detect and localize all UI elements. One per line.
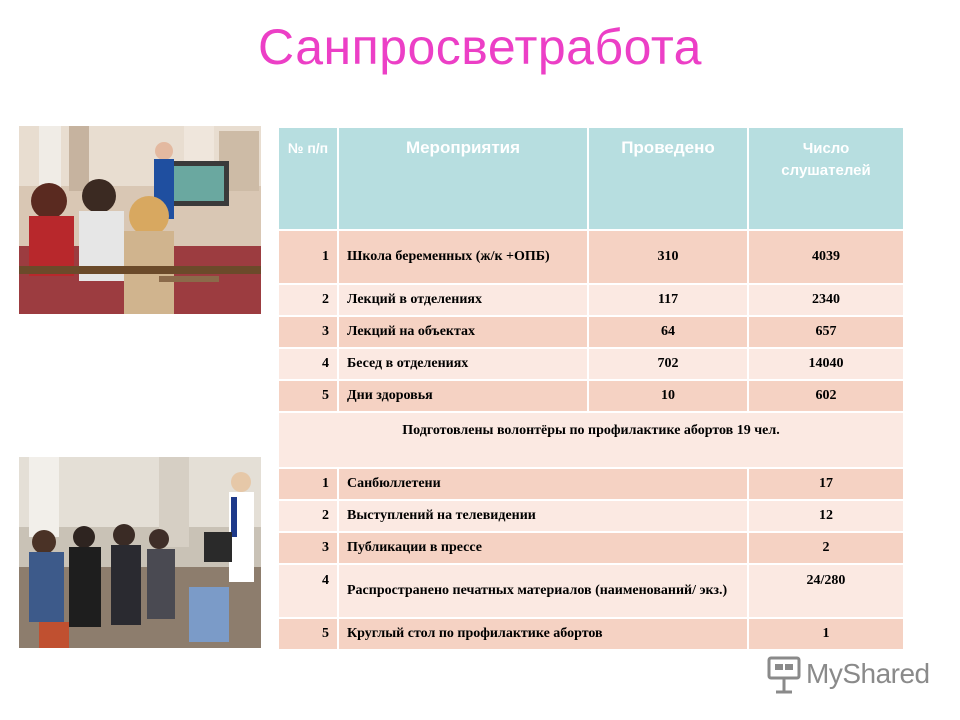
row-number: 3 — [278, 316, 338, 348]
table-row — [278, 348, 904, 380]
row-event: Круглый стол по профилактике абортов — [338, 618, 748, 650]
row-listeners: 4039 — [748, 230, 904, 284]
row-number: 2 — [278, 500, 338, 532]
header-events: Мероприятия — [338, 127, 588, 230]
row-event: Школа беременных (ж/к +ОПБ) — [338, 230, 588, 284]
row-event: Дни здоровья — [338, 380, 588, 412]
row-event: Публикации в прессе — [338, 532, 748, 564]
row-number: 5 — [278, 618, 338, 650]
row-conducted: 702 — [588, 348, 748, 380]
row-event: Санбюллетени — [338, 468, 748, 500]
row-listeners: 2340 — [748, 284, 904, 316]
row-value: 24/280 — [748, 564, 904, 618]
row-listeners: 602 — [748, 380, 904, 412]
row-conducted: 64 — [588, 316, 748, 348]
row-event: Бесед в отделениях — [338, 348, 588, 380]
seminar-photo-1 — [19, 126, 261, 314]
seminar-photo-2 — [19, 457, 261, 648]
row-listeners: 14040 — [748, 348, 904, 380]
row-conducted: 10 — [588, 380, 748, 412]
presentation-board-icon — [766, 656, 802, 694]
row-number: 5 — [278, 380, 338, 412]
table-row — [278, 380, 904, 412]
activities-table — [277, 126, 905, 651]
row-number: 2 — [278, 284, 338, 316]
row-event: Распространено печатных материалов (наименований/ экз.) — [338, 564, 748, 618]
volunteers-note: Подготовлены волонтёры по профилактике абортов 19 чел. — [278, 412, 904, 468]
row-event: Лекций в отделениях — [338, 284, 588, 316]
row-number: 1 — [278, 468, 338, 500]
row-value: 17 — [748, 468, 904, 500]
row-event: Лекций на объектах — [338, 316, 588, 348]
table-row — [278, 230, 904, 284]
row-value: 12 — [748, 500, 904, 532]
table-row — [278, 284, 904, 316]
row-value: 2 — [748, 532, 904, 564]
row-conducted: 310 — [588, 230, 748, 284]
table-row — [278, 316, 904, 348]
row-number: 4 — [278, 348, 338, 380]
table-row — [278, 412, 904, 468]
header-listeners: Число слушателей — [748, 127, 904, 230]
row-value: 1 — [748, 618, 904, 650]
row-listeners: 657 — [748, 316, 904, 348]
table-row — [278, 532, 904, 564]
table-row — [278, 500, 904, 532]
row-event: Выступлений на телевидении — [338, 500, 748, 532]
logo-text: MyShared — [806, 658, 930, 689]
table-row — [278, 618, 904, 650]
row-number: 4 — [278, 564, 338, 618]
row-number: 1 — [278, 230, 338, 284]
table-row — [278, 564, 904, 618]
page-title: Санпросветработа — [258, 19, 702, 75]
row-conducted: 117 — [588, 284, 748, 316]
table-row — [278, 468, 904, 500]
row-number: 3 — [278, 532, 338, 564]
header-number: № п/п — [278, 127, 338, 230]
myshared-logo — [766, 656, 930, 696]
header-conducted: Проведено — [588, 127, 748, 230]
